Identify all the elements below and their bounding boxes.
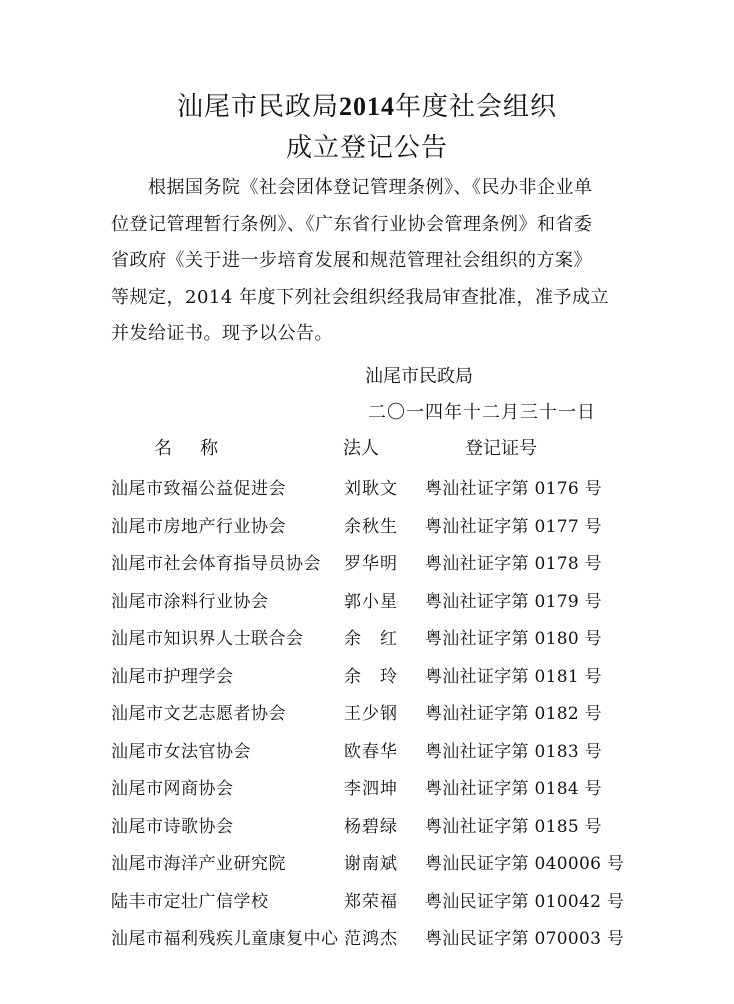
table-row [0, 658, 734, 696]
organization-name: 汕尾市文艺志愿者协会 [111, 704, 286, 724]
signature-organization: 汕尾市民政局 [365, 366, 473, 387]
paragraph-line: 省政府《关于进一步培育发展和规范管理社会组织的方案》 [111, 250, 592, 271]
certificate-number: 粤汕社证字第 0182 号 [425, 704, 602, 724]
organization-name: 汕尾市女法官协会 [111, 741, 251, 762]
certificate-number: 粤汕社证字第 0183 号 [425, 741, 602, 762]
certificate-number: 粤汕社证字第 0179 号 [425, 591, 602, 612]
certificate-number: 粤汕民证字第 010042 号 [425, 891, 625, 912]
table-row [0, 808, 734, 846]
table-row [0, 883, 734, 921]
certificate-number: 粤汕社证字第 0180 号 [425, 629, 602, 649]
title-suffix: 年度社会组织 [395, 92, 558, 122]
legal-person: 王少钢 [344, 704, 398, 724]
certificate-number: 粤汕民证字第 040006 号 [425, 854, 625, 874]
table-row [0, 695, 734, 733]
column-header-name: 名称 [154, 438, 246, 459]
legal-person: 郭小星 [344, 591, 398, 612]
legal-person: 郑荣福 [344, 891, 398, 912]
title-prefix: 汕尾市民政局 [176, 92, 339, 122]
certificate-number: 粤汕社证字第 0181 号 [425, 666, 602, 687]
certificate-number: 粤汕社证字第 0176 号 [425, 479, 602, 499]
certificate-number: 粤汕社证字第 0177 号 [425, 516, 602, 537]
organization-list [0, 470, 734, 958]
document-title-line-1 [0, 86, 734, 123]
table-row [0, 770, 734, 808]
legal-person: 余 红 [344, 629, 398, 649]
table-row [0, 470, 734, 508]
announcement-paragraph [111, 170, 641, 353]
legal-person: 谢南斌 [344, 854, 398, 874]
organization-name: 汕尾市诗歌协会 [111, 816, 234, 837]
organization-name: 汕尾市致福公益促进会 [111, 479, 286, 499]
table-row [0, 545, 734, 583]
legal-person: 李泗坤 [344, 779, 398, 799]
organization-name: 汕尾市房地产行业协会 [111, 516, 286, 537]
organization-name: 汕尾市涂料行业协会 [111, 591, 269, 612]
table-row [0, 845, 734, 883]
column-header-certificate: 登记证号 [465, 438, 537, 459]
column-header-legal-person: 法人 [343, 438, 379, 459]
organization-name: 汕尾市社会体育指导员协会 [111, 554, 321, 574]
legal-person: 余秋生 [344, 516, 398, 537]
certificate-number: 粤汕社证字第 0178 号 [425, 554, 602, 574]
table-row [0, 508, 734, 546]
organization-name: 汕尾市海洋产业研究院 [111, 854, 286, 874]
organization-name: 汕尾市护理学会 [111, 666, 234, 687]
certificate-number: 粤汕民证字第 070003 号 [425, 929, 625, 949]
table-row [0, 920, 734, 958]
legal-person: 余 玲 [344, 666, 398, 687]
table-row [0, 583, 734, 621]
paragraph-line: 并发给证书。现予以公告。 [111, 323, 333, 344]
document-title-line-2: 成立登记公告 [285, 133, 448, 163]
legal-person: 欧春华 [344, 741, 398, 762]
legal-person: 刘耿文 [344, 479, 398, 499]
certificate-number: 粤汕社证字第 0184 号 [425, 779, 602, 799]
signature-date: 二〇一四年十二月三十一日 [368, 402, 596, 423]
organization-name: 汕尾市福利残疾儿童康复中心 [111, 929, 339, 949]
organization-name: 陆丰市定壮广信学校 [111, 891, 269, 912]
organization-name: 汕尾市网商协会 [111, 779, 234, 799]
paragraph-line: 位登记管理暂行条例》、《广东省行业协会管理条例》和省委 [111, 213, 593, 235]
legal-person: 杨碧绿 [344, 816, 398, 837]
paragraph-line: 根据国务院《社会团体登记管理条例》、《民办非企业单 [111, 177, 593, 198]
title-year: 2014 [339, 92, 395, 121]
paragraph-line: 等规定，2014 年度下列社会组织经我局审查批准，准予成立 [111, 286, 610, 308]
table-row [0, 733, 734, 771]
certificate-number: 粤汕社证字第 0185 号 [425, 816, 602, 837]
organization-name: 汕尾市知识界人士联合会 [111, 629, 304, 649]
table-row [0, 620, 734, 658]
legal-person: 范鸿杰 [344, 929, 398, 949]
legal-person: 罗华明 [344, 554, 398, 574]
